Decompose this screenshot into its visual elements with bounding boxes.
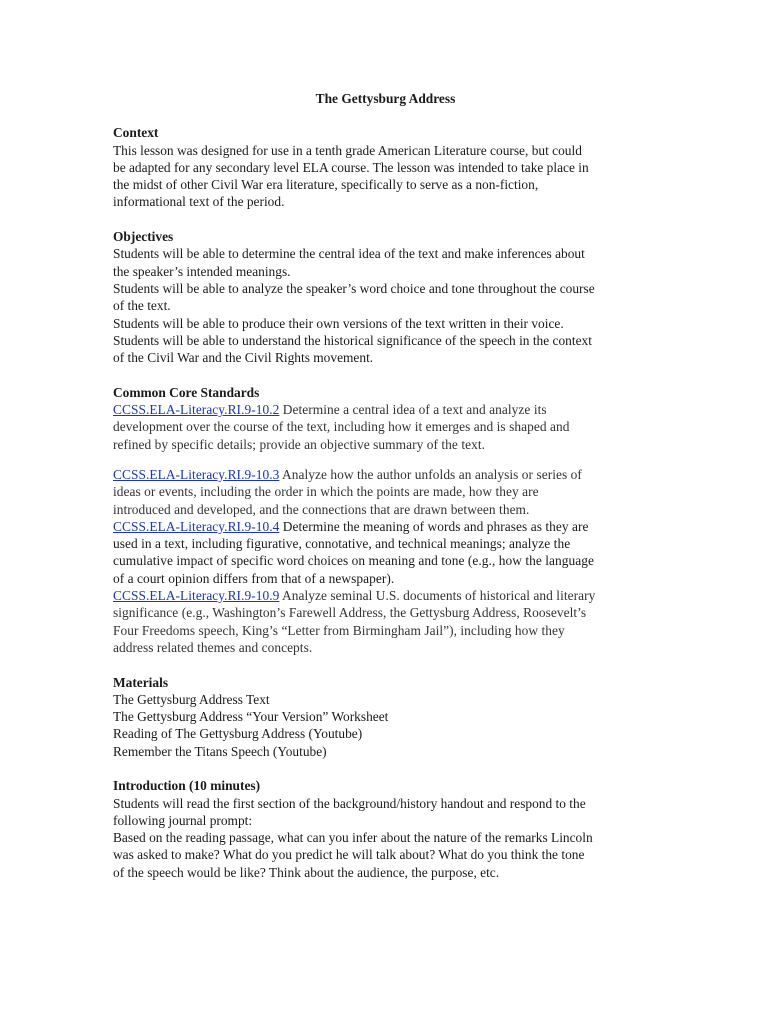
standard-code-link[interactable]: CCSS.ELA-Literacy.RI.9-10.9 [113,588,280,604]
standard-item [113,587,658,656]
standard-first-line [113,466,658,483]
standard-first-line [113,401,658,418]
standard-item [113,466,658,518]
context-heading: Context [113,125,159,141]
context-line: informational text of the period. [113,194,285,210]
standards-heading: Common Core Standards [113,384,260,400]
introduction-heading: Introduction (10 minutes) [113,778,261,794]
standard-description: Determine the meaning of words and phrases as they are [279,518,589,534]
context-line: This lesson was designed for use in a tenth grade American Literature course, but could [113,142,582,158]
context-line: be adapted for any secondary level ELA course. The lesson was intended to take place in [113,159,589,175]
standard-line: development over the course of the text, including how it emerges and is shaped and [113,419,570,435]
standard-first-line [113,587,658,604]
material-item: Reading of The Gettysburg Address (Youtube) [113,726,363,742]
standard-line: of a court opinion differs from that of a newspaper). [113,570,395,586]
objectives-section [113,228,658,366]
document-title: The Gettysburg Address [315,91,456,106]
standards-section [113,384,658,656]
introduction-line: Based on the reading passage, what can you infer about the nature of the remarks Lincoln [113,830,593,846]
standard-item [113,518,658,587]
standard-item [113,401,658,453]
standard-line: used in a text, including figurative, connotative, and technical meanings; analyze the [113,536,571,552]
objective-line: Students will be able to analyze the speaker’s word choice and tone throughout the course [113,280,595,296]
standard-line: significance (e.g., Washington’s Farewell Address, the Gettysburg Address, Roosevelt’s [113,605,587,621]
standard-first-line [113,518,658,535]
standard-line: address related themes and concepts. [113,639,313,655]
objective-line: Students will be able to produce their own versions of the text written in their voice. [113,315,564,331]
document-page [113,90,658,898]
introduction-line: was asked to make? What do you predict he will talk about? What do you think the tone [113,847,585,863]
materials-section [113,674,658,760]
standard-description: Determine a central idea of a text and analyze its [279,402,547,418]
standard-code-link[interactable]: CCSS.ELA-Literacy.RI.9-10.2 [113,402,280,418]
context-section [113,124,658,210]
objectives-heading: Objectives [113,229,174,245]
standard-code-link[interactable]: CCSS.ELA-Literacy.RI.9-10.4 [113,518,280,534]
introduction-line: Students will read the first section of the background/history handout and respond to the [113,795,586,811]
standard-code-link[interactable]: CCSS.ELA-Literacy.RI.9-10.3 [113,466,280,482]
standard-description: Analyze seminal U.S. documents of historical and literary [279,588,596,604]
objectives-list [113,245,658,366]
materials-heading: Materials [113,674,169,690]
context-paragraph [113,142,658,211]
material-item: The Gettysburg Address “Your Version” Worksheet [113,709,389,725]
objective-line: of the text. [113,298,171,314]
standard-line: Four Freedoms speech, King’s “Letter from Birmingham Jail”), including how they [113,622,565,638]
standard-line: cumulative impact of specific word choices on meaning and tone (e.g., how the language [113,553,594,569]
objective-line: of the Civil War and the Civil Rights movement. [113,350,374,366]
context-line: the midst of other Civil War era literature, specifically to serve as a non-fiction, [113,177,539,193]
objective-line: the speaker’s intended meanings. [113,263,291,279]
objective-line: Students will be able to understand the historical significance of the speech in the context [113,332,592,348]
standard-description: Analyze how the author unfolds an analysis or series of [279,466,582,482]
material-item: Remember the Titans Speech (Youtube) [113,743,327,759]
standard-line: ideas or events, including the order in which the points are made, how they are [113,484,539,500]
materials-list [113,691,658,760]
introduction-line: of the speech would be like? Think about the audience, the purpose, etc. [113,864,500,880]
standard-line: refined by specific details; provide an objective summary of the text. [113,436,485,452]
material-item: The Gettysburg Address Text [113,691,270,707]
standard-line: introduced and developed, and the connections that are drawn between them. [113,501,530,517]
introduction-line: following journal prompt: [113,812,253,828]
objective-line: Students will be able to determine the central idea of the text and make inferences about [113,246,585,262]
introduction-paragraph [113,795,658,881]
introduction-section [113,777,658,881]
